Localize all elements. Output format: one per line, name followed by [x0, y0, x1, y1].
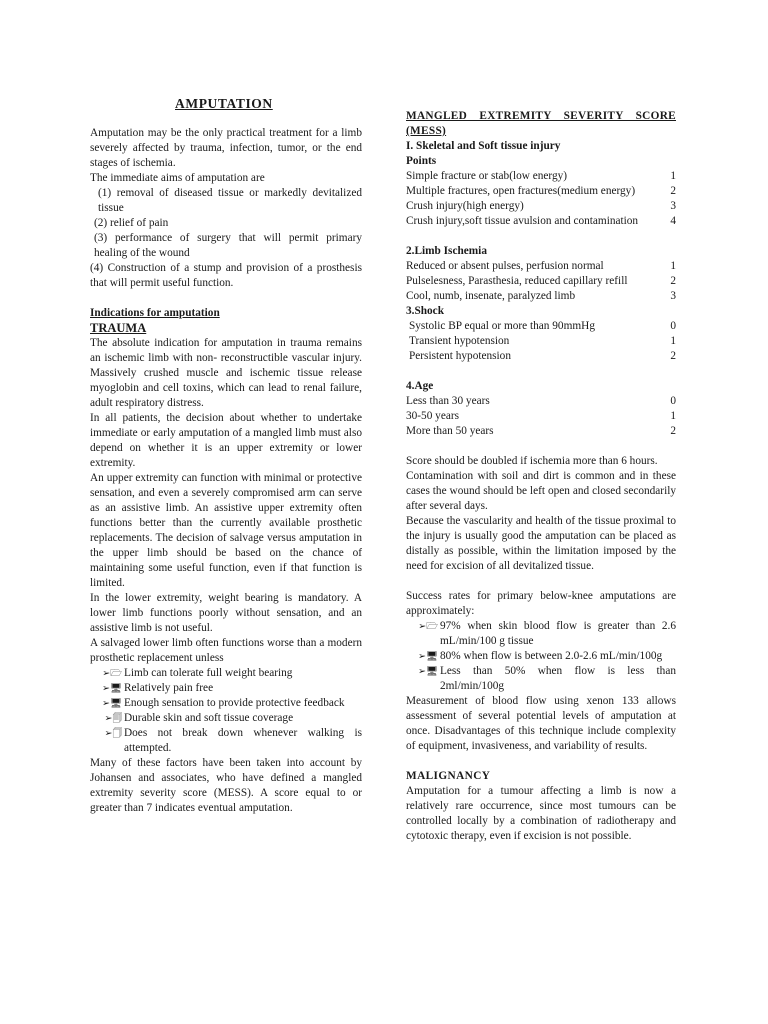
aims-heading: The immediate aims of amputation are [90, 172, 265, 184]
list-item: ➢🖥 Less than 50% when flow is less than 2ml/min/100g [406, 664, 676, 694]
score-row: Less than 30 years 0 [406, 395, 676, 407]
list-item: ➢🗐 Durable skin and soft tissue coverage [90, 711, 362, 726]
score-row: Systolic BP equal or more than 90mmHg 0 [409, 320, 676, 332]
score-row: Cool, numb, insenate, paralyzed limb 3 [406, 290, 676, 302]
section-title: 4.Age [406, 380, 434, 392]
mess-title: MANGLED EXTREMITY SEVERITY SCORE (MESS) [406, 110, 676, 137]
doubling-paragraph: Score should be doubled if ischemia more than 6 hours. [406, 455, 658, 467]
intro-paragraph: Amputation may be the only practical treatment for a limb severely affected by trauma, infection, tumor, or the end stages of ischemia. [90, 127, 362, 169]
right-column [406, 109, 676, 844]
list-item: ➢🖥 80% when flow is between 2.0-2.6 mL/min/100g [406, 649, 676, 664]
bullet-arrow-icon: ➢🗍 [104, 728, 122, 739]
score-row: Crush injury,soft tissue avulsion and contamination 4 [406, 215, 676, 227]
section-title: I. Skeletal and Soft tissue injury [406, 140, 561, 152]
page-title: AMPUTATION [175, 96, 273, 111]
score-row: Persistent hypotension 2 [409, 350, 676, 362]
section-title: 2.Limb Ischemia [406, 245, 487, 257]
trauma-paragraph: The absolute indication for amputation in trauma remains an ischemic limb with non- reconstructible vascular injury. Massively crushed muscle and ischemic tissue release myoglobin and cell toxins, which can lead to renal failure, adult respiratory distress. [90, 337, 362, 409]
bullet-arrow-icon: ➢🖥 [101, 683, 122, 694]
score-row: Pulselesness, Parasthesia, reduced capillary refill 2 [406, 275, 676, 287]
bullet-arrow-icon: ➢🖥 [417, 651, 438, 662]
aim-item: (3) performance of surgery that will permit primary healing of the wound [94, 232, 362, 259]
vascularity-paragraph: Because the vascularity and health of the tissue proximal to the injury is usually good the amputation can be placed as distally as possible, within the limitation imposed by the need for excision of all devitalized tissue. [406, 515, 676, 572]
contamination-paragraph: Contamination with soil and dirt is common and in these cases the wound should be left open and closed secondarily after several days. [406, 470, 676, 512]
score-row: More than 50 years 2 [406, 425, 676, 437]
trauma-heading: TRAUMA [90, 321, 147, 335]
aim-item: (2) relief of pain [94, 217, 169, 229]
upper-extremity-paragraph: An upper extremity can function with minimal or protective sensation, and even a severely compromised arm can serve as an assistive limb. An assistive upper extremity often functions better than the currently available prosthetic replacements. The decision of salvage versus amputation in the upper limb should be based on the chance of maintaining some useful function, even if that function is limited. [90, 472, 362, 589]
list-item: ➢🖥 Relatively pain free [90, 681, 362, 696]
list-item: ➢🖥 Enough sensation to provide protective feedback [90, 696, 362, 711]
lower-extremity-paragraph: In the lower extremity, weight bearing is mandatory. A lower limb functions poorly without sensation, and an assistive limb is not useful. [90, 592, 362, 634]
bullet-arrow-icon: ➢🗁 [418, 621, 438, 632]
list-item: ➢🗁 Limb can tolerate full weight bearing [90, 666, 362, 681]
score-row: Crush injury(high energy) 3 [406, 200, 676, 212]
aim-item: (4) Construction of a stump and provision of a prosthesis that will permit useful function. [90, 262, 362, 289]
score-row: 30-50 years 1 [406, 410, 676, 422]
score-row: Transient hypotension 1 [409, 335, 676, 347]
xenon-paragraph: Measurement of blood flow using xenon 133 allows assessment of several potential levels of amputation at once. Disadvantages of this technique include complexity of equipment, invasiveness, and variability of results. [406, 695, 676, 752]
list-item: ➢🗍 Does not break down whenever walking is attempted. [90, 726, 362, 756]
mess-paragraph: Many of these factors have been taken into account by Johansen and associates, who have defined a mangled extremity severity score (MESS). A score equal to or greater than 7 indicates eventual amputation. [90, 757, 362, 814]
decision-paragraph: In all patients, the decision about whether to undertake immediate or early amputation of a mangled limb must also depend on whether it is an upper extremity or lower extremity. [90, 412, 362, 469]
malignancy-heading: MALIGNANCY [406, 770, 491, 782]
aim-item: (1) removal of diseased tissue or markedly devitalized tissue [98, 187, 362, 214]
score-row: Multiple fractures, open fractures(medium energy) 2 [406, 185, 676, 197]
bullet-arrow-icon: ➢🖥 [417, 666, 438, 677]
score-row: Reduced or absent pulses, perfusion normal 1 [406, 260, 676, 272]
left-column [90, 126, 362, 816]
malignancy-paragraph: Amputation for a tumour affecting a limb is now a relatively rare occurrence, since most tumours can be controlled locally by a combination of radiotherapy and cytotoxic therapy, even if excision is not possible. [406, 785, 676, 842]
section-title: 3.Shock [406, 305, 444, 317]
bullet-arrow-icon: ➢🖥 [101, 698, 122, 709]
list-item: ➢🗁 97% when skin blood flow is greater than 2.6 mL/min/100 g tissue [406, 619, 676, 649]
score-row: Simple fracture or stab(low energy) 1 [406, 170, 676, 182]
bullet-arrow-icon: ➢🗐 [104, 713, 122, 724]
salvage-paragraph: A salvaged lower limb often functions worse than a modern prosthetic replacement unless [90, 637, 362, 664]
success-paragraph: Success rates for primary below-knee amputations are approximately: [406, 590, 676, 617]
indications-heading: Indications for amputation [90, 307, 220, 319]
points-label: Points [406, 155, 437, 167]
bullet-arrow-icon: ➢🗁 [102, 668, 122, 679]
